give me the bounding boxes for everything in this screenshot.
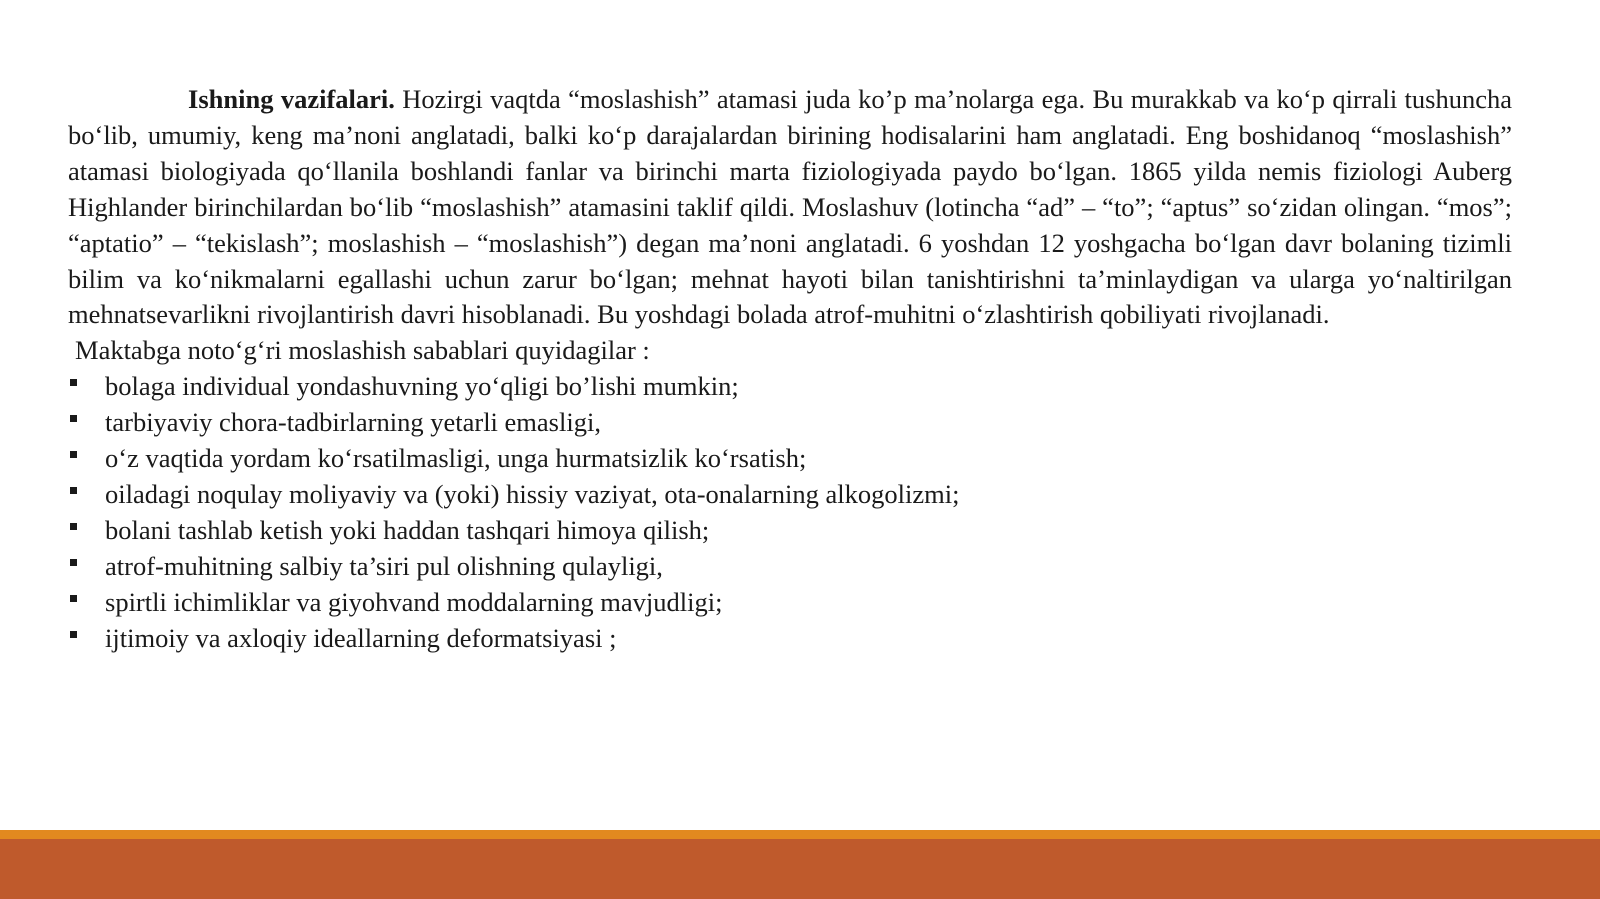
- list-item-text: tarbiyaviy chora-tadbirlarning yetarli emasligi,: [105, 407, 601, 438]
- list-item: [68, 405, 1512, 441]
- square-bullet-icon: [70, 451, 77, 458]
- list-item: [68, 513, 1512, 549]
- square-bullet-icon: [70, 559, 77, 566]
- list-item: [68, 621, 1512, 657]
- list-item-text: spirtli ichimliklar va giyohvand moddalarning mavjudligi;: [105, 586, 723, 617]
- main-paragraph: [68, 82, 1512, 333]
- slide-content: [68, 82, 1512, 657]
- list-item: [68, 585, 1512, 621]
- list-item-text: atrof-muhitning salbiy ta’siri pul olishning qulayligi,: [105, 550, 663, 581]
- footer-band: [0, 839, 1600, 899]
- list-intro: Maktabga noto‘g‘ri moslashish sabablari quyidagilar :: [75, 335, 650, 366]
- square-bullet-icon: [70, 487, 77, 494]
- paragraph-heading: Ishning vazifalari.: [188, 84, 395, 114]
- square-bullet-icon: [70, 631, 77, 638]
- list-item: [68, 477, 1512, 513]
- list-item: [68, 441, 1512, 477]
- list-item: [68, 549, 1512, 585]
- square-bullet-icon: [70, 595, 77, 602]
- paragraph-body: Hozirgi vaqtda “moslashish” atamasi juda ko’p ma’nolarga ega. Bu murakkab va ko‘p qirrali tushuncha bo‘lib, umumiy, keng ma’noni anglatadi, balki ko‘p darajalardan birining hodisalarini ham anglatadi. Eng boshidanoq “moslashish” atamasi biologiyada qo‘llanila boshlandi fanlar va birinchi marta fiziologiyada paydo bo‘lgan. 1865 yilda nemis fiziologi Auberg Highlander birinchilardan bo‘lib “moslashish” atamasini taklif qildi. Moslashuv (lotincha “ad” – “to”; “aptus” so‘zidan olingan. “mos”; “aptatio” – “tekislash”; moslashish – “moslashish”) degan ma’noni anglatadi. 6 yoshdan 12 yoshgacha bo‘lgan davr bolaning tizimli bilim va ko‘nikmalarni egallashi uchun zarur bo‘lgan; mehnat hayoti bilan tanishtirishni ta’minlaydigan va ularga yo‘naltirilgan mehnatsevarlikni rivojlantirish davri hisoblanadi. Bu yoshdagi bolada atrof-muhitni o‘zlashtirish qobiliyati rivojlanadi.: [68, 84, 1513, 330]
- square-bullet-icon: [70, 379, 77, 386]
- list-item-text: oiladagi noqulay moliyaviy va (yoki) hissiy vaziyat, ota-onalarning alkogolizmi;: [105, 478, 960, 509]
- reasons-list: [68, 369, 1512, 656]
- list-item: [68, 369, 1512, 405]
- list-item-text: ijtimoiy va axloqiy ideallarning deformatsiyasi ;: [105, 622, 617, 653]
- footer-accent-stripe: [0, 830, 1600, 839]
- list-item-text: o‘z vaqtida yordam ko‘rsatilmasligi, unga hurmatsizlik ko‘rsatish;: [105, 443, 807, 474]
- list-item-text: bolani tashlab ketish yoki haddan tashqari himoya qilish;: [105, 514, 710, 545]
- square-bullet-icon: [70, 415, 77, 422]
- list-item-text: bolaga individual yondashuvning yo‘qligi bo’lishi mumkin;: [105, 371, 739, 402]
- square-bullet-icon: [70, 523, 77, 530]
